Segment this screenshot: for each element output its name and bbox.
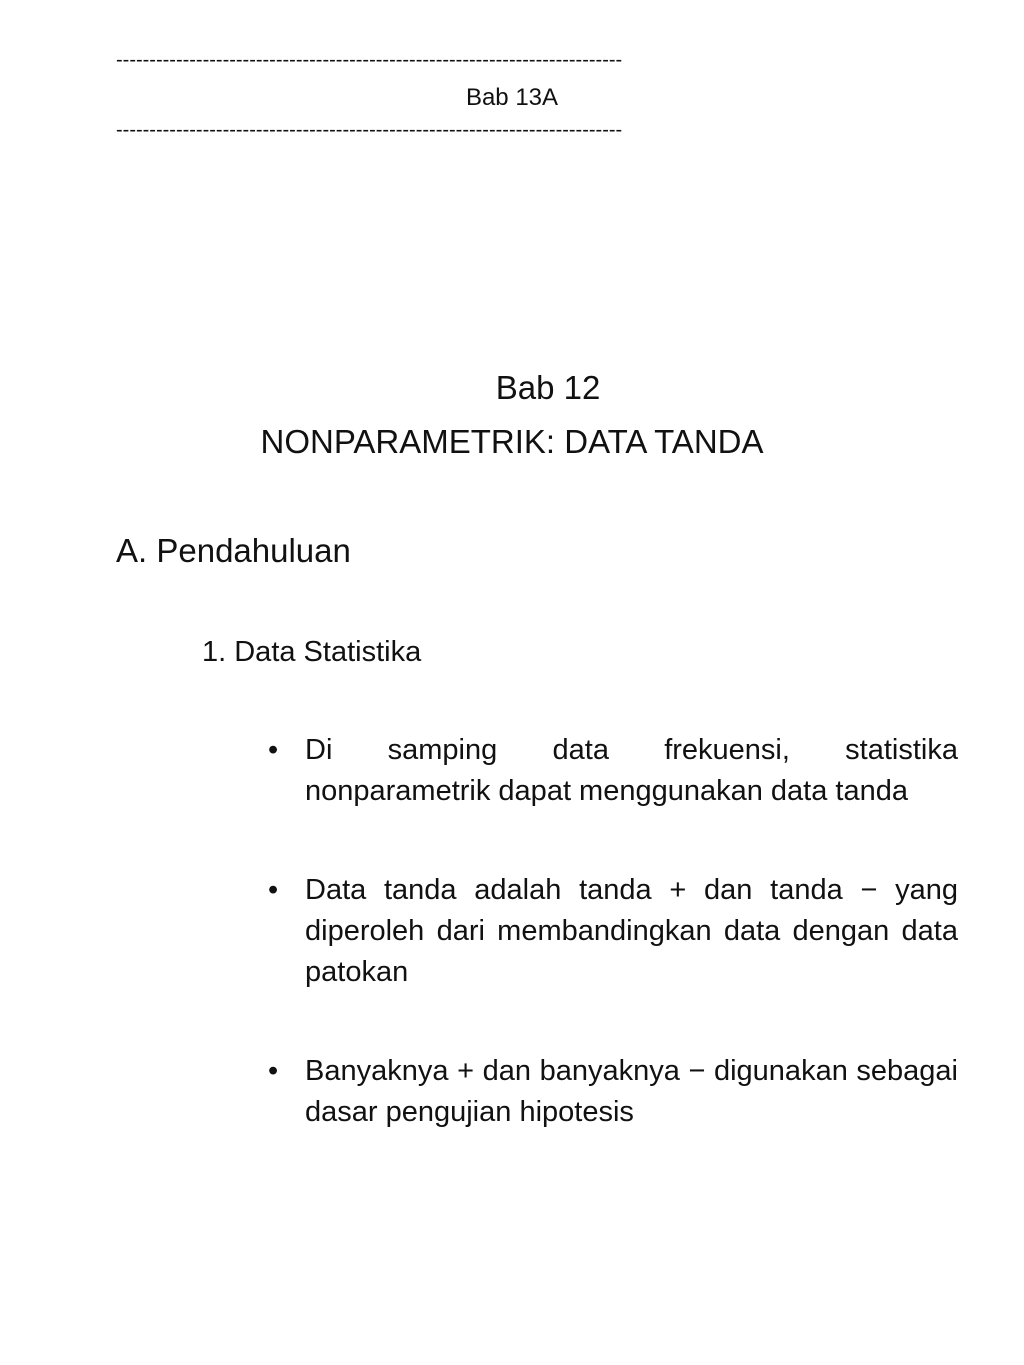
bullet-dot-icon: • xyxy=(268,874,279,906)
header-rule-bottom: ---------------------------------------------------------------------------- xyxy=(116,119,623,141)
bullet-dot-icon: • xyxy=(268,1055,279,1087)
bullet-text: Banyaknya + dan banyaknya − digunakan sebagai dasar pengujian hipotesis xyxy=(305,1055,958,1128)
header-label: Bab 13A xyxy=(465,84,559,111)
header-rule-top: ---------------------------------------------------------------------------- xyxy=(116,49,623,71)
bullet-text: Data tanda adalah tanda + dan tanda − yang diperoleh dari membandingkan data dengan data patokan xyxy=(305,874,958,988)
bullet-item xyxy=(268,730,958,812)
subsection-heading: 1. Data Statistika xyxy=(202,636,422,668)
bullet-item xyxy=(268,1051,958,1133)
section-heading: A. Pendahuluan xyxy=(116,532,351,569)
bullet-text: Di samping data frekuensi, statistika nonparametrik dapat menggunakan data tanda xyxy=(305,734,958,807)
bullet-item xyxy=(268,870,958,993)
bullet-dot-icon: • xyxy=(268,734,279,766)
bullet-list xyxy=(268,730,958,1191)
chapter-number: Bab 12 xyxy=(495,369,601,406)
chapter-title: NONPARAMETRIK: DATA TANDA xyxy=(260,423,764,460)
